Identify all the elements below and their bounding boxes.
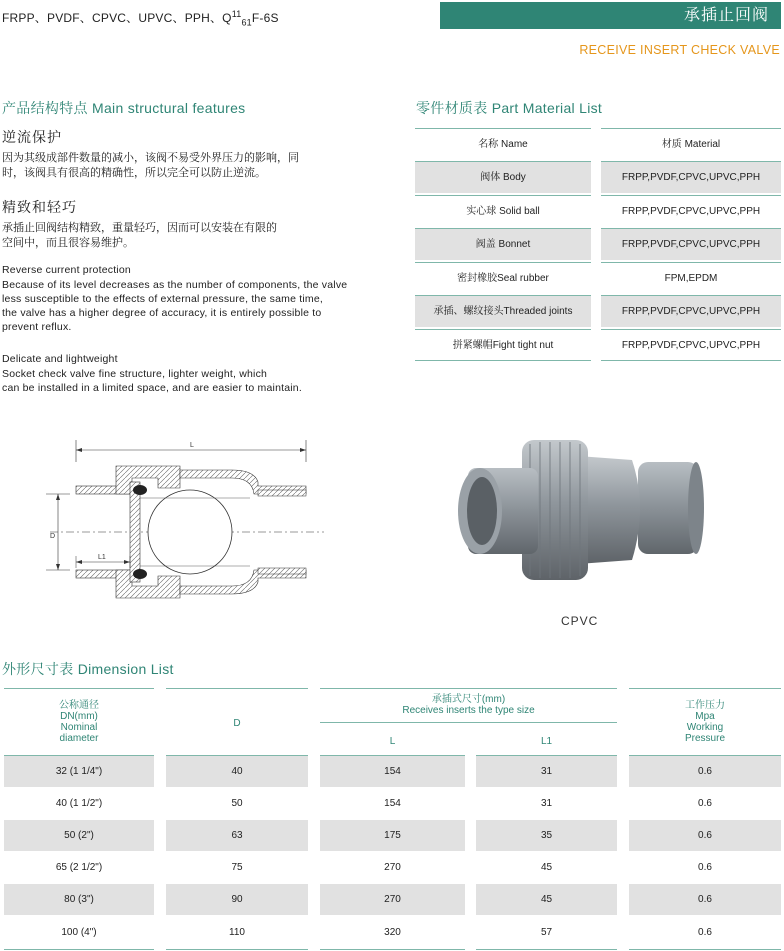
material-row-material: FRPP,PVDF,CPVC,UPVC,PPH — [601, 195, 781, 227]
dim-row-pressure: 0.6 — [698, 798, 712, 809]
dim-row-dn: 50 (2") — [4, 820, 154, 851]
dim-row-d: 63 — [166, 820, 308, 851]
dim-row-pressure: 0.6 — [698, 862, 712, 873]
dim-row-d: 110 — [229, 927, 245, 938]
dim-row-d: 75 — [231, 862, 243, 873]
dim-header-size-cn: 承插式尺寸(mm) — [431, 694, 506, 705]
feature-2-text-2: 空间中，而且很容易维护。 — [2, 237, 134, 249]
material-row-name: 密封橡胶Seal rubber — [415, 262, 591, 294]
model-list — [2, 9, 279, 27]
material-col-material-header: 材质 Material — [601, 128, 781, 160]
dimension-table — [0, 688, 784, 951]
material-row-material: FRPP,PVDF,CPVC,UPVC,PPH — [601, 329, 781, 361]
dim-header-wp-en1: Working — [686, 722, 724, 733]
material-row-name: 拼紧螺帽Fight tight nut — [415, 329, 591, 361]
material-row-material: FRPP,PVDF,CPVC,UPVC,PPH — [601, 161, 781, 193]
feature-1-title: 逆流保护 — [2, 129, 62, 145]
dim-header-l: L — [389, 736, 396, 747]
dim-header-dn-mm: DN(mm) — [60, 711, 98, 722]
material-table — [415, 128, 781, 364]
en-1-line-3: the valve has a higher degree of accuracy, it is entirely possible to — [2, 307, 322, 319]
subtitle-en: RECEIVE INSERT CHECK VALVE — [579, 43, 780, 57]
model-sub: 61 — [241, 17, 252, 28]
en-1-line-2: less susceptible to the effects of external pressure, the same time, — [2, 293, 323, 305]
material-row-material: FRPP,PVDF,CPVC,UPVC,PPH — [601, 228, 781, 260]
en-1-line-4: prevent reflux. — [2, 321, 72, 333]
dim-row-l: 154 — [320, 756, 465, 787]
model-list-prefix: FRPP、PVDF、CPVC、UPVC、PPH、Q — [2, 11, 232, 25]
dim-row-pressure: 0.6 — [698, 927, 712, 938]
dim-header-wp-cn: 工作压力 — [685, 700, 725, 711]
feature-2-title: 精致和轻巧 — [2, 199, 77, 215]
dim-row-l1: 45 — [540, 862, 553, 873]
feature-2-text-1: 承插止回阀结构精致，重量轻巧，因而可以安装在有限的 — [2, 222, 277, 234]
drawing-label-d: D — [50, 533, 56, 540]
dim-row-pressure: 0.6 — [629, 820, 781, 851]
model-list-suffix: F-6S — [251, 11, 279, 25]
dim-row-l: 175 — [320, 820, 465, 851]
en-1-line-1: Because of its level decreases as the number of components, the valve — [2, 279, 348, 291]
en-2-line-1: Socket check valve fine structure, lighter weight, which — [2, 368, 268, 380]
dim-row-dn: 32 (1 1/4") — [4, 756, 154, 787]
dim-row-pressure: 0.6 — [629, 884, 781, 915]
dim-header-size — [320, 694, 617, 716]
dim-header-dn-en1: Nominal — [60, 722, 98, 733]
dim-header-size-en: Receives inserts the type size — [402, 705, 535, 716]
dim-row-pressure: 0.6 — [629, 756, 781, 787]
dim-header-dn-cn: 公称通径 — [59, 700, 99, 711]
material-row-name: 阀体 Body — [415, 161, 591, 193]
dim-header-dn — [4, 700, 154, 744]
dim-header-d: D — [233, 718, 241, 729]
en-2-title: Delicate and lightweight — [2, 353, 118, 365]
dim-row-d: 50 — [231, 798, 243, 809]
en-1-title: Reverse current protection — [2, 264, 131, 276]
photo-caption: CPVC — [561, 614, 599, 628]
features-heading: 产品结构特点 Main structural features — [2, 100, 246, 116]
dim-header-dn-en2: diameter — [59, 733, 99, 744]
dim-row-l1: 31 — [476, 756, 617, 787]
title-bar: 承插止回阀 — [440, 2, 781, 29]
material-row-name: 承插、螺纹接头Threaded joints — [415, 295, 591, 327]
en-2-line-2: can be installed in a limited space, and are easier to maintain. — [2, 382, 302, 394]
dim-row-l: 270 — [320, 884, 465, 915]
dim-row-dn: 40 (1 1/2") — [55, 798, 103, 809]
dim-row-l1: 57 — [540, 927, 553, 938]
materials-heading: 零件材质表 Part Material List — [416, 100, 603, 116]
material-row-material: FPM,EPDM — [601, 262, 781, 294]
material-col-name-header: 名称 Name — [415, 128, 591, 160]
dim-row-dn: 65 (2 1/2") — [55, 862, 103, 873]
valve-product-photo — [452, 432, 704, 592]
feature-1-text-1: 因为其级成部件数量的减小，该阀不易受外界压力的影响，同 — [2, 152, 299, 164]
model-sup: 11 — [231, 9, 242, 19]
drawing-label-l: L — [190, 442, 194, 449]
dim-header-wp-mpa: Mpa — [695, 711, 715, 722]
dim-header-pressure — [629, 700, 781, 744]
dim-row-l1: 31 — [540, 798, 553, 809]
dim-row-l1: 45 — [476, 884, 617, 915]
dim-header-wp-en2: Pressure — [684, 733, 725, 744]
dim-row-d: 90 — [166, 884, 308, 915]
dim-row-d: 40 — [166, 756, 308, 787]
dim-row-l: 270 — [384, 862, 401, 873]
dimensions-heading: 外形尺寸表 Dimension List — [2, 661, 174, 677]
drawing-label-l1: L1 — [98, 554, 106, 561]
dim-row-l: 154 — [384, 798, 401, 809]
feature-1-text-2: 时，该阀具有很高的精确性，所以完全可以防止逆流。 — [2, 167, 266, 179]
material-row-material: FRPP,PVDF,CPVC,UPVC,PPH — [601, 295, 781, 327]
material-row-name: 阀盖 Bonnet — [415, 228, 591, 260]
valve-section-drawing — [40, 438, 330, 610]
dim-row-l: 320 — [384, 927, 401, 938]
material-row-name: 实心球 Solid ball — [415, 195, 591, 227]
dim-row-dn: 80 (3") — [4, 884, 154, 915]
dim-row-dn: 100 (4") — [61, 927, 97, 938]
dim-row-l1: 35 — [476, 820, 617, 851]
dim-header-l1: L1 — [540, 736, 553, 747]
